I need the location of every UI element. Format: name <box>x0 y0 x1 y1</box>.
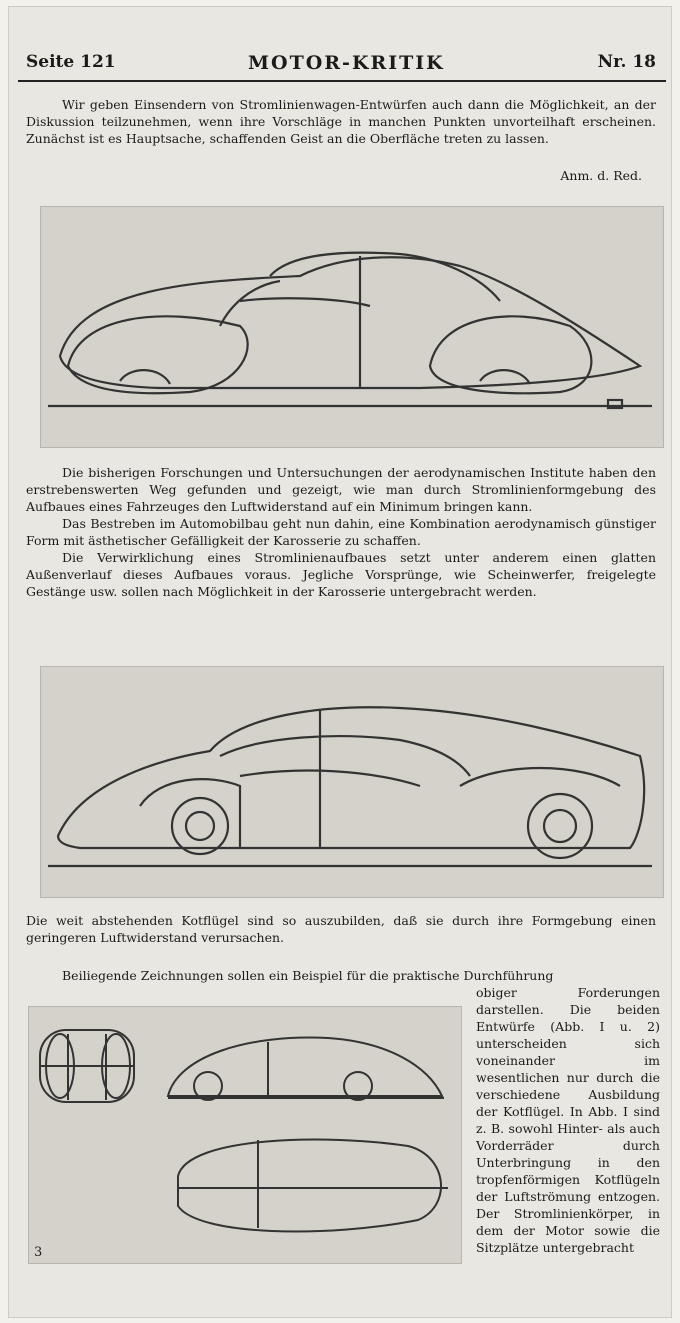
side-column-paragraph: obiger Forderungen darstellen. Die beiden Entwürfe (Abb. I u. 2) unterscheiden sich voneinander im wesentlichen nur durch die verschiedene Ausbildung der Kotflügel. In Abb. I sind z. B. sowohl Hinter- als auch Vorderräder durch Unterbringung in den tropfenförmigen Kotflügeln der Luftströmung entzogen. Der Stromlinienkörper, in dem der Motor sowie die Sitzplätze untergebracht <box>476 985 660 1255</box>
body-paragraphs <box>26 464 656 600</box>
page-label: Seite 121 <box>26 52 116 72</box>
paragraph-3: Die Verwirklichung eines Stromlinienaufbaues setzt unter anderem einen glatten Außenverlauf dieses Aufbaues voraus. Jegliche Vorsprünge, wie Scheinwerfer, freigelegte Gestänge usw. sollen nach Möglichkeit in der Karosserie untergebracht werden. <box>26 550 656 599</box>
intro-paragraph: Wir geben Einsendern von Stromlinienwagen-Entwürfen auch dann die Möglichkeit, an der Diskussion teilzunehmen, wenn ihre Vorschläge in manchen Punkten unvorteilhaft erscheinen. Zunächst ist es Hauptsache, schaffenden Geist an die Oberfläche treten zu lassen. <box>26 97 656 146</box>
figure-1-car-drawing <box>40 206 664 448</box>
masthead <box>18 44 666 82</box>
journal-title: MOTOR-KRITIK <box>248 52 445 74</box>
newspaper-page <box>8 6 672 1318</box>
paragraph-fenders: Die weit abstehenden Kotflügel sind so auszubilden, daß sie durch ihre Formgebung einen geringeren Luftwiderstand verursachen. <box>26 913 656 945</box>
figure-3-three-view <box>28 1006 462 1264</box>
figure-2-car-drawing <box>40 666 664 898</box>
closing-paragraph-start: Beiliegende Zeichnungen sollen ein Beispiel für die praktische Durchführung <box>62 968 554 983</box>
paragraph-1: Die bisherigen Forschungen und Untersuchungen der aerodynamischen Institute haben den erstrebenswerten Weg gefunden und gezeigt, wie man durch Stromlinienformgebung des Aufbaues eines Fahrzeuges den Luftwiderstand auf ein Minimum bringen kann. <box>26 465 656 514</box>
paragraph-2: Das Bestreben im Automobilbau geht nun dahin, eine Kombination aerodynamisch günstiger Form mit ästhetischer Gefälligkeit der Karosserie zu schaffen. <box>26 516 656 548</box>
issue-number: Nr. 18 <box>597 52 656 72</box>
figure-3-label: 3 <box>34 1245 43 1260</box>
editor-note: Anm. d. Red. <box>560 168 642 183</box>
